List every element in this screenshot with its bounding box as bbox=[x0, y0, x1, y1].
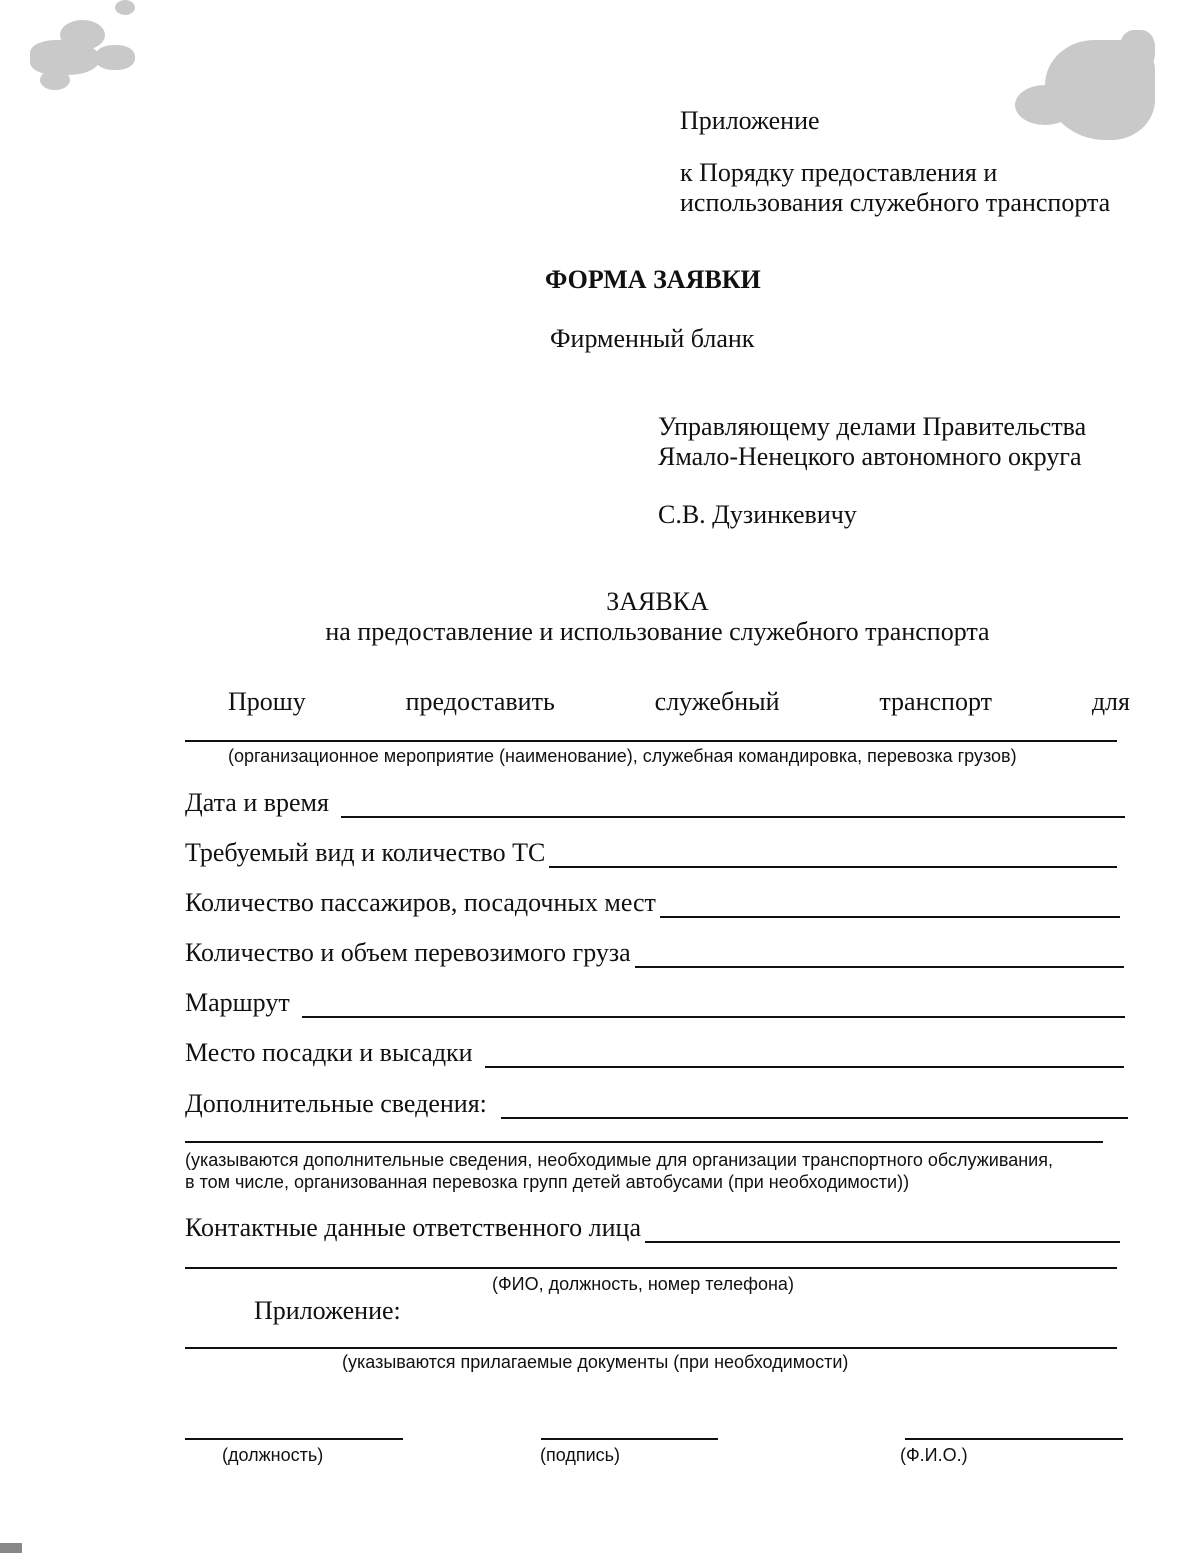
addressee-line2: Ямало-Ненецкого автономного округа bbox=[658, 442, 1082, 471]
intro-word: предоставить bbox=[405, 687, 555, 716]
field-pickup-dropoff bbox=[185, 1038, 1124, 1068]
field-route bbox=[185, 988, 1125, 1018]
attachment-label: Приложение: bbox=[254, 1296, 401, 1325]
signature-line[interactable] bbox=[541, 1438, 718, 1440]
field-additional bbox=[185, 1089, 1128, 1119]
full-name-caption: (Ф.И.О.) bbox=[900, 1445, 968, 1465]
route-blank[interactable] bbox=[302, 996, 1125, 1018]
pickup-dropoff-blank[interactable] bbox=[485, 1046, 1124, 1068]
appendix-label: Приложение bbox=[680, 106, 820, 135]
scan-mark bbox=[0, 1543, 22, 1553]
contact-blank[interactable] bbox=[645, 1221, 1120, 1243]
appendix-reference-line1: к Порядку предоставления и bbox=[680, 158, 998, 187]
additional-hint-line2: в том числе, организованная перевозка групп детей автобусами (при необходимости)) bbox=[185, 1172, 910, 1192]
request-title: ЗАЯВКА bbox=[606, 587, 709, 616]
position-caption: (должность) bbox=[222, 1445, 324, 1465]
attachment-hint: (указываются прилагаемые документы (при необходимости) bbox=[342, 1352, 849, 1372]
cargo-blank[interactable] bbox=[635, 946, 1124, 968]
letterhead-note: Фирменный бланк bbox=[550, 324, 755, 353]
field-label: Дата и время bbox=[185, 788, 329, 817]
intro-word: транспорт bbox=[879, 687, 992, 716]
additional-blank-line2[interactable] bbox=[185, 1141, 1103, 1143]
addressee-name: С.В. Дузинкевичу bbox=[658, 500, 857, 529]
field-contact bbox=[185, 1213, 1120, 1243]
form-title: ФОРМА ЗАЯВКИ bbox=[545, 265, 761, 294]
field-passengers bbox=[185, 888, 1120, 918]
field-label: Контактные данные ответственного лица bbox=[185, 1213, 641, 1242]
field-label: Количество пассажиров, посадочных мест bbox=[185, 888, 656, 917]
additional-hint-line1: (указываются дополнительные сведения, необходимые для организации транспортного обслуживания, bbox=[185, 1150, 1053, 1170]
field-cargo bbox=[185, 938, 1124, 968]
passengers-blank[interactable] bbox=[660, 896, 1120, 918]
field-label: Количество и объем перевозимого груза bbox=[185, 938, 631, 967]
intro-word: служебный bbox=[654, 687, 780, 716]
field-vehicle-type bbox=[185, 838, 1117, 868]
field-label: Место посадки и высадки bbox=[185, 1038, 473, 1067]
request-subtitle: на предоставление и использование служебного транспорта bbox=[325, 617, 990, 646]
contact-blank-line2[interactable] bbox=[185, 1267, 1117, 1269]
field-label: Дополнительные сведения: bbox=[185, 1089, 487, 1118]
datetime-blank[interactable] bbox=[341, 796, 1125, 818]
field-datetime bbox=[185, 788, 1125, 818]
signature-caption: (подпись) bbox=[540, 1445, 621, 1465]
request-intro bbox=[228, 687, 1130, 717]
contact-hint: (ФИО, должность, номер телефона) bbox=[492, 1274, 794, 1294]
purpose-hint: (организационное мероприятие (наименование), служебная командировка, перевозка грузов) bbox=[228, 746, 1017, 766]
purpose-blank-line bbox=[185, 740, 1117, 742]
intro-word: Прошу bbox=[228, 687, 306, 716]
position-signature-line[interactable] bbox=[185, 1438, 403, 1440]
field-label: Маршрут bbox=[185, 988, 290, 1017]
attachment-blank-line[interactable] bbox=[185, 1347, 1117, 1349]
vehicle-type-blank[interactable] bbox=[549, 846, 1117, 868]
additional-blank[interactable] bbox=[501, 1097, 1128, 1119]
appendix-reference-line2: использования служебного транспорта bbox=[680, 188, 1111, 217]
field-label: Требуемый вид и количество ТС bbox=[185, 838, 546, 867]
full-name-signature-line[interactable] bbox=[905, 1438, 1123, 1440]
intro-word: для bbox=[1091, 687, 1130, 716]
addressee-line1: Управляющему делами Правительства bbox=[658, 412, 1087, 441]
